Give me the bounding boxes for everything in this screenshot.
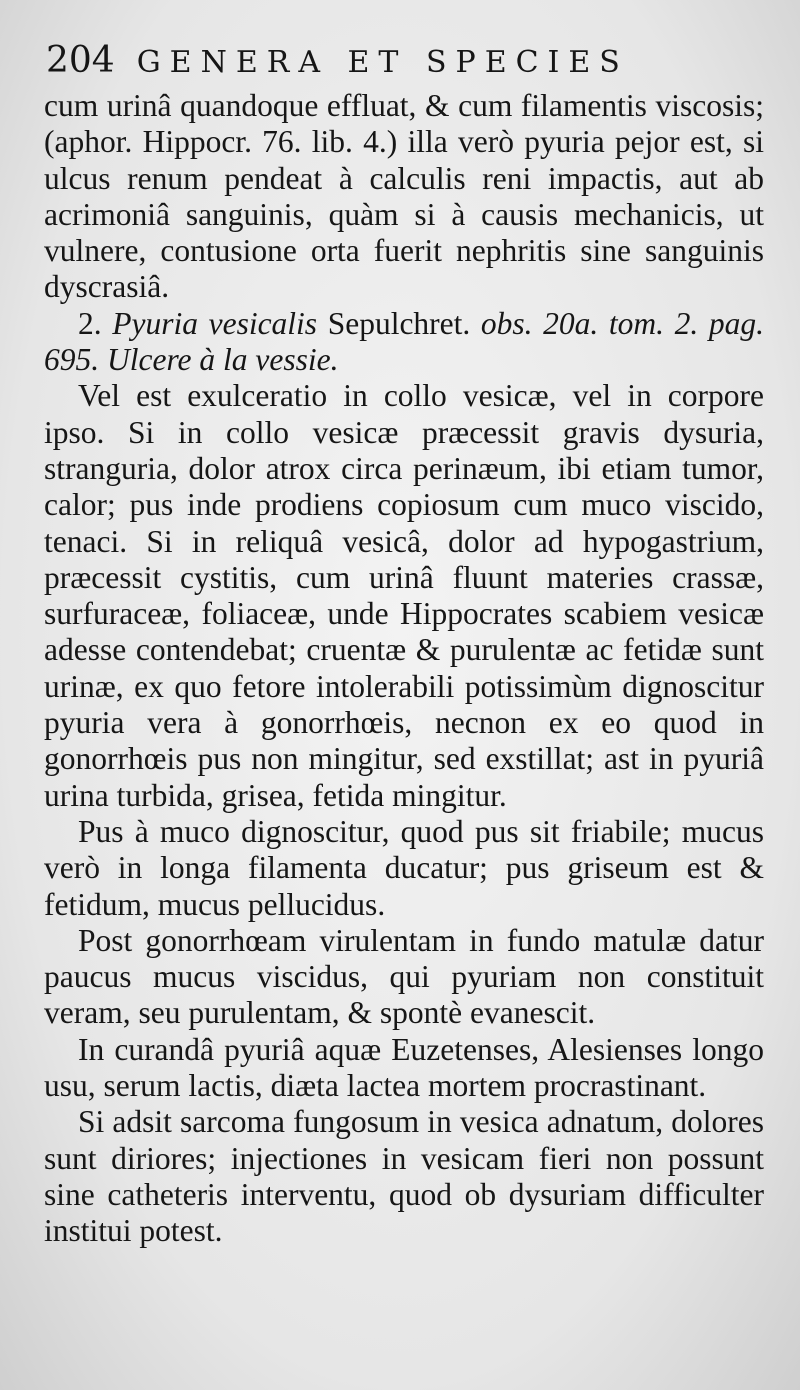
species-name: Pyuria vesicalis [112, 305, 318, 341]
page-number: 204 [46, 40, 115, 81]
paragraph-sarcoma: Si adsit sarcoma fungosum in vesica adnatum, dolores sunt diriores; injectiones in vesicam fieri non possunt sine catheteris interventu, quod ob dysuriam difficulter institui potest. [44, 1104, 764, 1249]
body-text [44, 88, 764, 1250]
entry-reference: obs. 20a. tom. 2. pag. 695. Ulcere à la vessie. [44, 305, 765, 378]
running-title: GENERA ET SPECIES [136, 45, 629, 80]
paragraph-treatment: In curandâ pyuriâ aquæ Euzetenses, Alesienses longo usu, serum lactis, diæta lactea mortem procrastinant. [44, 1031, 764, 1104]
species-entry [44, 306, 764, 379]
paragraph-description: Vel est exulceratio in collo vesicæ, vel in corpore ipso. Si in collo vesicæ præcessit gravis dysuria, stranguria, dolor atrox circa perinæum, ibi etiam tumor, calor; pus inde prodiens copiosum cum muco viscido, tenaci. Si in reliquâ vesicâ, dolor ad hypogastrium, præcessit cystitis, cum urinâ fluunt materies crassæ, surfuraceæ, foliaceæ, unde Hippocrates scabiem vesicæ adesse contendebat; cruentæ & purulentæ ac fetidæ sunt urinæ, ex quo fetore intolerabili potissimùm dignoscitur pyuria vera à gonorrhœis, necnon ex eo quod in gonorrhœis pus non mingitur, sed exstillat; ast in pyuriâ urina turbida, grisea, fetida mingitur. [44, 378, 764, 813]
paragraph-gonorrhoea: Post gonorrhœam virulentam in fundo matulæ datur paucus mucus viscidus, qui pyuriam non constituit veram, seu purulentam, & spontè evanescit. [44, 922, 764, 1031]
entry-author: Sepulchret. [327, 305, 471, 341]
running-head [46, 40, 764, 88]
paragraph-continued: cum urinâ quandoque effluat, & cum filamentis viscosis; (aphor. Hippocr. 76. lib. 4.) illa verò pyuria pejor est, si ulcus renum pendeat à calculis reni impactis, aut ab acrimoniâ sanguinis, quàm si à causis mechanicis, ut vulnere, contusione orta fuerit nephritis sine sanguinis dyscrasiâ. [44, 88, 764, 305]
paragraph-pus-mucus: Pus à muco dignoscitur, quod pus sit friabile; mucus verò in longa filamenta ducatur; pus griseum est & fetidum, mucus pellucidus. [44, 813, 764, 922]
entry-number: 2. [78, 305, 102, 341]
